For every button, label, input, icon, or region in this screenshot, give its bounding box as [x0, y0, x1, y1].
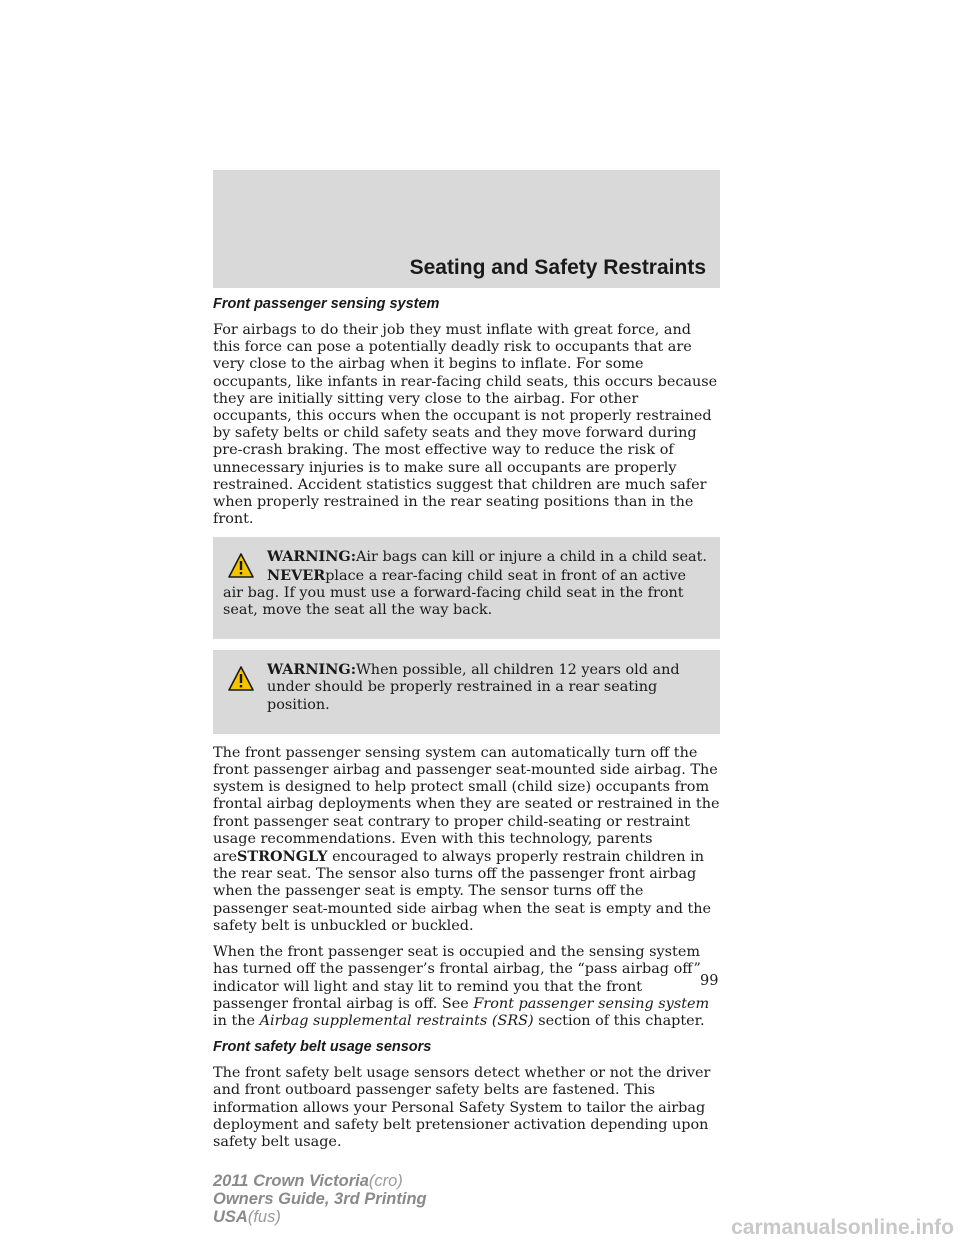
section-heading-belt-sensors: Front safety belt usage sensors [213, 1039, 432, 1056]
paragraph-belt-sensors: The front safety belt usage sensors detect whether or not the driver and front outboard passenger safety belts are fastened. This information allows your Personal Safety System to tailor the airbag deployment and safety belt pretensioner activation depending upon safety belt usage. [213, 1065, 711, 1150]
para3-text-c: section of this chapter. [538, 1012, 705, 1029]
warning-label: WARNING: [267, 661, 357, 679]
warning-label: WARNING: [267, 548, 357, 566]
footer-model-code: (cro) [368, 1172, 403, 1190]
paragraph-pass-airbag-off [213, 944, 720, 1030]
para2-text-a: The front passenger sensing system can automatically turn off the front passenger airbag and passenger seat-mounted side airbag. The system is designed to help protect small (child size) occupants from frontal airbag deployments when they are seated or restrained in the front passenger seat contrary to proper child-seating or restraint usage recommendations. Even with this technology, parents are [213, 744, 720, 866]
page-number: 99 [700, 973, 719, 989]
page-content [213, 296, 720, 1160]
paragraph-sensing-system [213, 745, 720, 935]
warning-text-a: Air bags can kill or injure a child in a child seat. [356, 549, 707, 566]
warning-triangle-icon [227, 552, 255, 580]
para2-text-b: encouraged to always properly restrain children in the rear seat. The sensor also turns off the passenger front airbag when the passenger seat is empty. The sensor turns off the passenger seat-mounted side airbag when the seat is empty and the safety belt is unbuckled or buckled. [213, 849, 712, 934]
footer-model: 2011 Crown Victoria [213, 1172, 369, 1190]
xref-airbag-srs[interactable]: Airbag supplemental restraints (SRS) [259, 1012, 534, 1029]
paragraph-intro: For airbags to do their job they must inflate with great force, and this force can pose a potentially deadly risk to occupants that are very close to the airbag when it begins to inflate. For some occupants, like infants in rear-facing child seats, this occurs because they are initially sitting very close to the airbag. For other occupants, this occurs when the occupant is not properly restrained by safety belts or child safety seats and they move forward during pre-crash braking. The most effective way to reduce the risk of unnecessary injuries is to make sure all occupants are properly restrained. Accident statistics suggest that children are much safer when properly restrained in the rear seating positions than in the front. [213, 322, 718, 528]
watermark: carmanualsonline.info [731, 1216, 954, 1239]
warning-box-rear-seating [213, 650, 720, 734]
para2-strongly: STRONGLY [236, 848, 328, 866]
warning-text-b: place a rear-facing child seat in front of an active air bag. If you must use a forward-facing child seat in the front seat, move the seat all the way back. [223, 567, 687, 619]
footer-market-code: (fus) [247, 1208, 281, 1226]
header-band [213, 170, 720, 288]
footer-market: USA [213, 1208, 248, 1226]
footer-line-2: Owners Guide, 3rd Printing [213, 1190, 427, 1208]
warning-text: When possible, all children 12 years old and under should be properly restrained in a rear seating position. [267, 662, 680, 713]
footer-line-3 [213, 1208, 427, 1226]
warning-never: NEVER [267, 566, 326, 584]
xref-front-passenger-sensing[interactable]: Front passenger sensing system [473, 995, 710, 1012]
chapter-title: Seating and Safety Restraints [409, 256, 706, 279]
para3-text-b: in the [213, 1012, 256, 1029]
warning-box-child-seat [213, 537, 720, 639]
para3-text-a: When the front passenger seat is occupied and the sensing system has turned off the passenger’s frontal airbag, the “pass airbag off” indicator will light and stay lit to remind you that the front passenger frontal airbag is off. See [213, 944, 701, 1012]
footer-line-1 [213, 1172, 427, 1190]
section-heading-sensing: Front passenger sensing system [213, 296, 440, 312]
warning-text-child-seat [223, 548, 710, 619]
footer-edition [213, 1172, 427, 1226]
warning-triangle-icon [227, 665, 255, 693]
warning-text-rear-seating [223, 661, 710, 714]
